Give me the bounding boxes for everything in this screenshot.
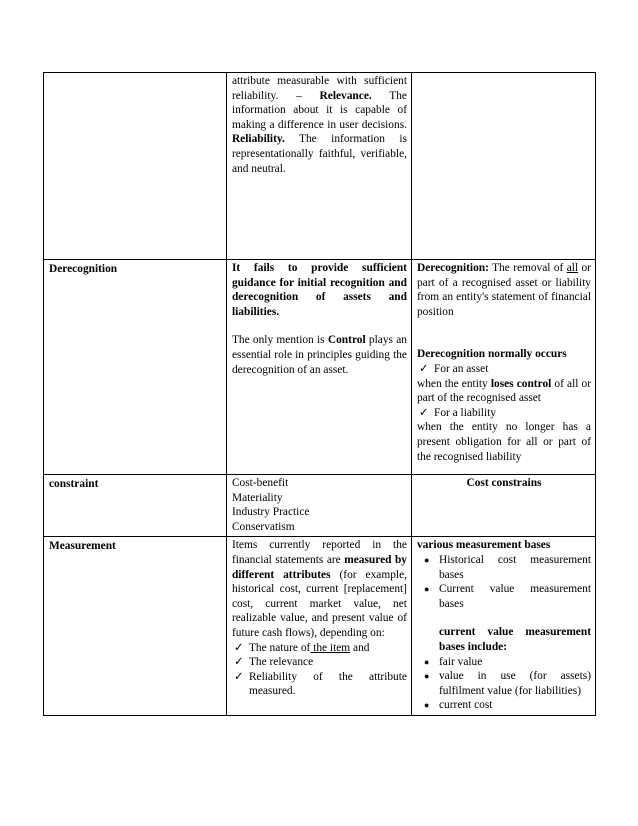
cell-measurement-text — [226, 537, 411, 716]
asset-derecognition-text: when the entity loses control of all or part of the recognised asset — [416, 377, 591, 405]
table-row-derecognition — [44, 260, 596, 475]
control-term: Control — [327, 334, 366, 347]
list-item: ✓ For an asset — [418, 362, 489, 375]
derecognition-term: Derecognition: — [416, 262, 489, 274]
current-value-list — [417, 655, 591, 713]
derecognition-critique-bold: It fails to provide sufficient guidance for initial recognition and derecognition of assets and liabilities. — [231, 262, 407, 318]
relevance-text: The information about it is capable of making a difference in user decisions. — [231, 89, 407, 131]
checkmark-icon: ✓ — [233, 656, 244, 669]
checkmark-icon: ✓ — [233, 670, 244, 683]
derecognition-check-list — [417, 406, 591, 421]
comparison-table — [43, 72, 596, 716]
reliability-term: Reliability. — [231, 133, 285, 146]
constraint-item: Conservatism — [231, 520, 295, 533]
constraint-item: Industry Practice — [231, 506, 310, 519]
cell-measurement-bases — [411, 537, 595, 716]
cell-constraint-items — [226, 475, 411, 537]
derecognition-control-paragraph: The only mention is Control plays an essential role in principles guiding the derecognition of an asset. — [231, 334, 407, 376]
constraint-item: Materiality — [231, 491, 283, 504]
checkmark-icon: ✓ — [418, 406, 429, 419]
bases-list — [417, 553, 591, 611]
list-item: ● current cost — [423, 699, 493, 712]
cell-empty — [44, 73, 227, 260]
list-item: ✓ The relevance — [233, 656, 314, 669]
checkmark-icon: ✓ — [233, 641, 244, 654]
list-item: ✓ The nature of the item and — [233, 641, 370, 654]
constraint-item: Cost-benefit — [231, 477, 289, 489]
bullet-icon: ● — [423, 671, 430, 682]
list-item: ● Current value measurement bases — [423, 583, 591, 610]
cell-empty — [411, 73, 595, 260]
row-label-constraint: constraint — [44, 475, 227, 537]
list-item: ✓ For a liability — [418, 406, 496, 419]
current-value-heading: current value measurement bases include: — [438, 626, 591, 653]
cell-continuation-text — [226, 73, 411, 260]
bullet-icon: ● — [423, 656, 430, 667]
cell-derecognition-critique — [226, 260, 411, 475]
list-item: ● fair value — [423, 655, 483, 668]
table-row-measurement — [44, 537, 596, 716]
bullet-icon: ● — [423, 700, 430, 711]
derecognition-check-list — [417, 362, 591, 377]
derecognition-definition: Derecognition: The removal of all or part of a recognised asset or liability from an entity's statement of financial position — [416, 262, 591, 318]
list-item: ✓ Reliability of the attribute measured. — [233, 670, 407, 698]
table-row-constraint — [44, 475, 596, 537]
checkmark-icon: ✓ — [418, 362, 429, 375]
derecognition-occurs-heading: Derecognition normally occurs — [416, 348, 567, 361]
bullet-icon: ● — [423, 584, 430, 595]
list-item: ● value in use (for assets) fulfilment value (for liabilities) — [423, 670, 591, 697]
measurement-paragraph: Items currently reported in the financial statements are measured by different attributes (for example, historical cost, current [replacement] cost, current market value, net realizable value, and present value of future cash flows), depending on: — [231, 539, 407, 639]
row-label-derecognition: Derecognition — [44, 260, 227, 475]
list-item: ● Historical cost measurement bases — [423, 553, 591, 581]
bullet-icon: ● — [423, 554, 430, 565]
measurement-check-list — [232, 641, 407, 699]
row-label-measurement: Measurement — [44, 537, 227, 716]
cell-constraint-heading: Cost constrains — [411, 475, 595, 537]
cell-derecognition-definition — [411, 260, 595, 475]
reliability-text: The information is representationally faithful, verifiable, and neutral. — [231, 133, 407, 175]
liability-derecognition-text: when the entity no longer has a present obligation for all or part of the recognised liability — [416, 421, 591, 463]
continuation-line: attribute measurable with sufficient reliability. – — [231, 75, 407, 102]
relevance-term: Relevance. — [319, 89, 372, 102]
measurement-bases-heading: various measurement bases — [416, 539, 551, 552]
table-row-continuation — [44, 73, 596, 260]
